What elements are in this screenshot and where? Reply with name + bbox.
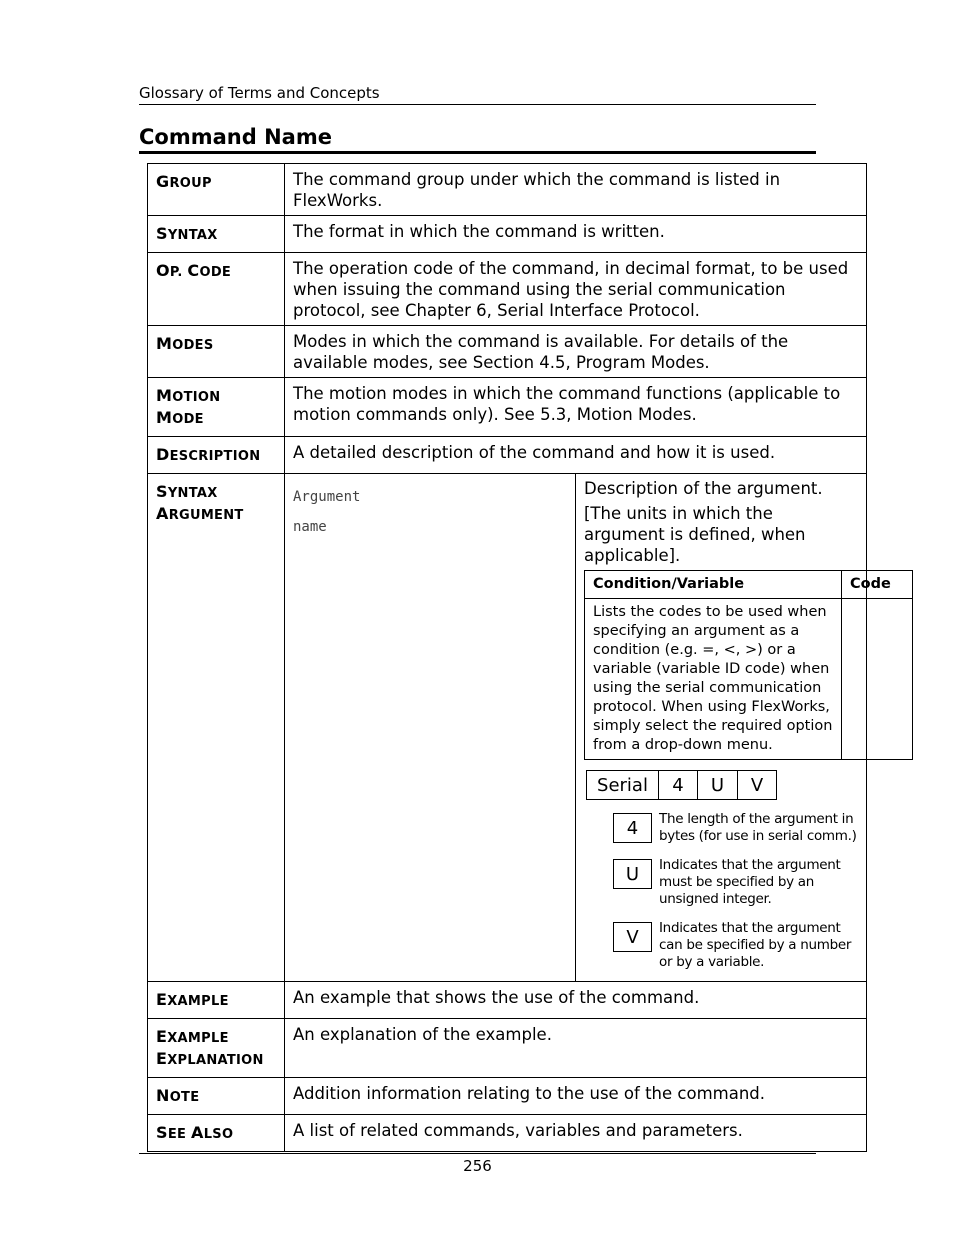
section-title: Command Name: [139, 124, 816, 154]
value-opcode: The operation code of the command, in decimal format, to be used when issuing the command using the serial communication protocol, see Chapter 6, Serial Interface Protocol.: [285, 253, 867, 326]
code-cell: [842, 599, 913, 760]
argument-name-line1: Argument: [293, 489, 361, 505]
row-motion-mode: [148, 378, 867, 437]
legend-length-box: 4: [613, 813, 652, 843]
row-example: [148, 982, 867, 1019]
legend-unsigned: [613, 857, 858, 908]
legend-variable: [613, 920, 858, 971]
legend-variable-box: V: [613, 922, 652, 952]
row-modes: [148, 326, 867, 378]
serial-label: Serial: [587, 771, 659, 799]
row-note: [148, 1078, 867, 1115]
value-modes: Modes in which the command is available. For details of the available modes, see Section 4.5, Program Modes.: [285, 326, 867, 378]
row-opcode: [148, 253, 867, 326]
legend-length: [613, 811, 858, 845]
command-name-table: [147, 163, 891, 1152]
label-note: NOTE: [148, 1078, 285, 1115]
value-group: The command group under which the command is listed in FlexWorks.: [285, 164, 867, 216]
value-description: A detailed description of the command and how it is used.: [285, 437, 867, 474]
value-example-explanation: An explanation of the example.: [285, 1019, 867, 1078]
value-motion-mode: The motion modes in which the command functions (applicable to motion commands only). See 5.3, Motion Modes.: [285, 378, 867, 437]
running-header: Glossary of Terms and Concepts: [139, 84, 816, 105]
code-header: Code: [842, 571, 913, 599]
row-group: [148, 164, 867, 216]
condition-cell: Lists the codes to be used when specifying an argument as a condition (e.g. =, <, >) or a variable (variable ID code) when using the serial communication protocol. When using FlexWorks, simply select the required option from a drop-down menu.: [585, 599, 842, 760]
label-group: GROUP: [148, 164, 285, 216]
label-syntax: SYNTAX: [148, 216, 285, 253]
value-example: An example that shows the use of the command.: [285, 982, 867, 1019]
serial-length-box: 4: [659, 771, 698, 799]
legend-variable-text: Indicates that the argument can be specified by a number or by a variable.: [659, 920, 852, 970]
legend-length-text: The length of the argument in bytes (for use in serial comm.): [659, 811, 857, 844]
serial-unsigned-box: U: [698, 771, 738, 799]
argument-description: [576, 474, 891, 982]
condition-header: Condition/Variable: [585, 571, 842, 599]
row-syntax-argument: [148, 474, 867, 982]
page-number: 256: [463, 1157, 492, 1175]
footer-rule: [139, 1153, 816, 1154]
argument-name-line2: name: [293, 519, 327, 535]
label-opcode: OP. CODE: [148, 253, 285, 326]
row-see-also: [148, 1115, 867, 1152]
legend-unsigned-text: Indicates that the argument must be specified by an unsigned integer.: [659, 857, 841, 907]
value-note: Addition information relating to the use of the command.: [285, 1078, 867, 1115]
serial-format-diagram: [586, 770, 777, 800]
label-syntax-argument: SYNTAX ARGUMENT: [148, 474, 285, 982]
label-modes: MODES: [148, 326, 285, 378]
argument-desc-line2: [The units in which the argument is defined, when applicable].: [584, 504, 806, 565]
legend-unsigned-box: U: [613, 859, 652, 889]
row-syntax: [148, 216, 867, 253]
row-description: [148, 437, 867, 474]
label-example: EXAMPLE: [148, 982, 285, 1019]
argument-name: [285, 474, 576, 982]
label-see-also: SEE ALSO: [148, 1115, 285, 1152]
condition-variable-table: [584, 570, 913, 760]
row-example-explanation: [148, 1019, 867, 1078]
argument-desc-line1: Description of the argument.: [584, 479, 823, 498]
value-see-also: A list of related commands, variables and parameters.: [285, 1115, 867, 1152]
serial-variable-box: V: [750, 774, 764, 796]
label-example-explanation: EXAMPLE EXPLANATION: [148, 1019, 285, 1078]
value-syntax: The format in which the command is written.: [285, 216, 867, 253]
label-description: DESCRIPTION: [148, 437, 285, 474]
label-motion-mode: MOTION MODE: [148, 378, 285, 437]
